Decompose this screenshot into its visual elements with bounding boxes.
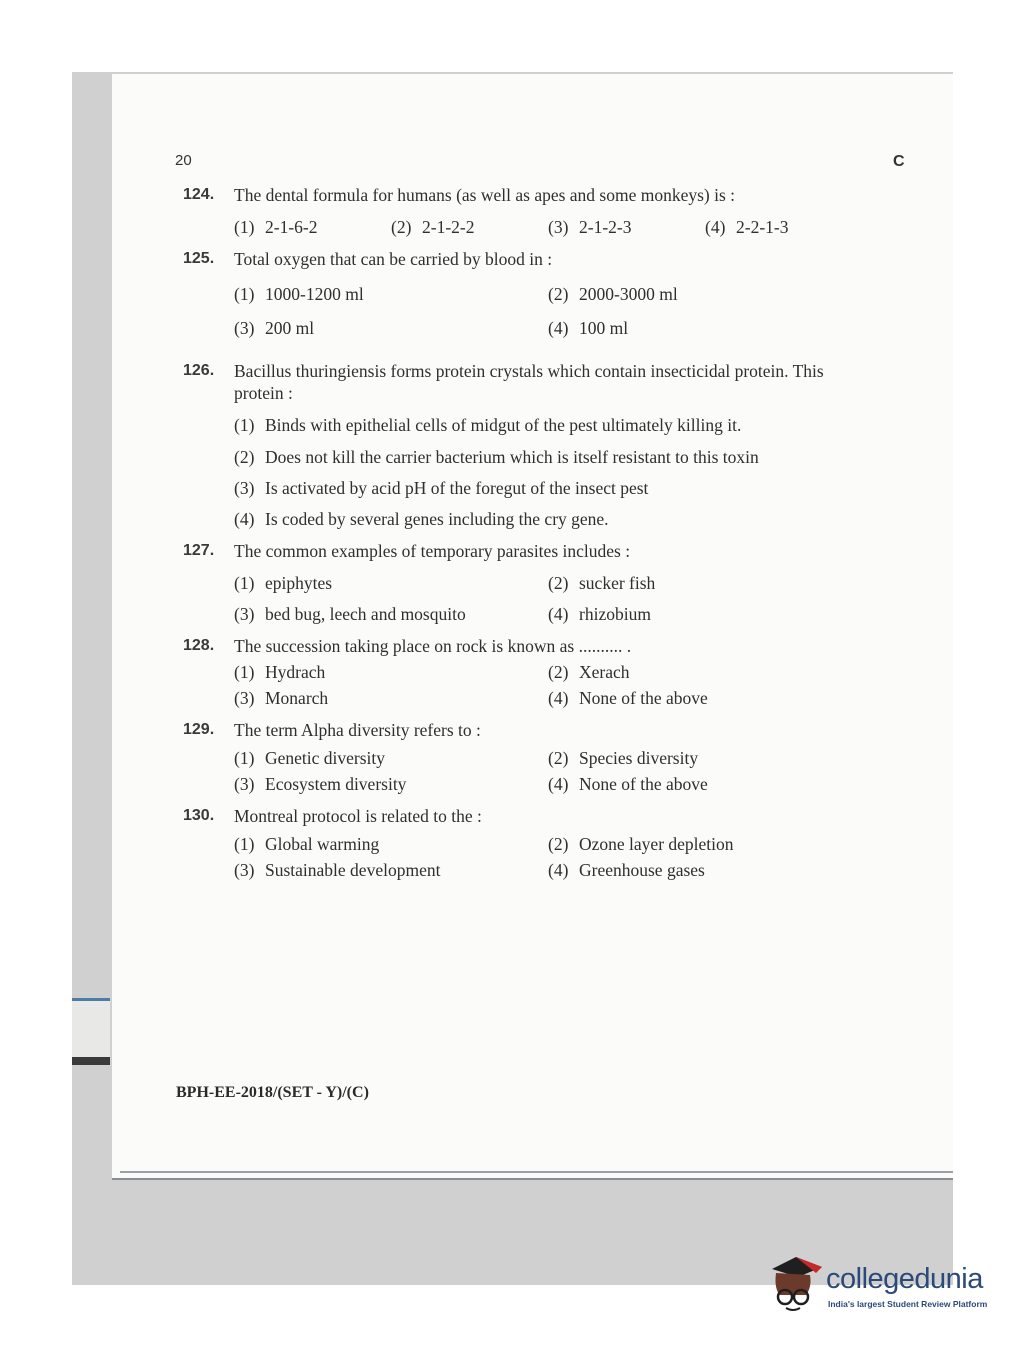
option-number: (4) [234, 509, 255, 529]
option-text: rhizobium [579, 604, 651, 624]
option-number: (1) [234, 573, 255, 593]
option-number: (1) [234, 284, 255, 304]
option-text: None of the above [579, 688, 708, 708]
option-text: Greenhouse gases [579, 860, 705, 880]
option-number: (1) [234, 748, 255, 768]
option-number: (3) [234, 774, 255, 794]
collegedunia-mascot-icon [766, 1251, 826, 1318]
collegedunia-tagline: India's largest Student Review Platform [828, 1299, 988, 1309]
question-number: 129. [183, 721, 215, 738]
option-number: (2) [548, 834, 569, 854]
option-text: Species diversity [579, 748, 699, 768]
option-number: (1) [234, 662, 255, 682]
question-number: 130. [183, 807, 215, 824]
option-text: Global warming [265, 834, 380, 854]
page-edge-line [120, 1171, 953, 1173]
question-text-continued: protein : [234, 383, 293, 403]
collegedunia-logo-text: collegedunia [826, 1263, 983, 1295]
question-text: Total oxygen that can be carried by blood in : [234, 249, 553, 269]
set-code: C [893, 153, 905, 170]
option-text: 100 ml [579, 318, 629, 338]
option-number: (3) [548, 217, 569, 237]
option-number: (1) [234, 217, 255, 237]
question-text: The dental formula for humans (as well as apes and some monkeys) is : [234, 185, 736, 205]
option-number: (3) [234, 688, 255, 708]
question-number: 125. [183, 250, 215, 267]
option-text: Binds with epithelial cells of midgut of the pest ultimately killing it. [265, 415, 742, 435]
question-text: The succession taking place on rock is known as .......... . [234, 636, 632, 656]
option-text: sucker fish [579, 573, 656, 593]
option-number: (3) [234, 604, 255, 624]
option-number: (4) [548, 688, 569, 708]
page-number: 20 [175, 152, 192, 169]
option-text: 2000-3000 ml [579, 284, 678, 304]
question-number: 128. [183, 637, 215, 654]
option-number: (1) [234, 834, 255, 854]
option-text: Ozone layer depletion [579, 834, 734, 854]
option-text: Is coded by several genes including the cry gene. [265, 509, 609, 529]
option-text: Sustainable development [265, 860, 441, 880]
option-number: (4) [705, 217, 726, 237]
question-number: 124. [183, 186, 215, 203]
question-number: 126. [183, 362, 215, 379]
option-text: Does not kill the carrier bacterium which is itself resistant to this toxin [265, 447, 759, 467]
option-number: (2) [234, 447, 255, 467]
option-text: Monarch [265, 688, 329, 708]
option-number: (2) [548, 573, 569, 593]
question-text: Bacillus thuringiensis forms protein crystals which contain insecticidal protein. This [234, 361, 824, 381]
option-text: 1000-1200 ml [265, 284, 364, 304]
option-number: (2) [548, 748, 569, 768]
option-number: (3) [234, 318, 255, 338]
question-number: 127. [183, 542, 215, 559]
option-number: (3) [234, 478, 255, 498]
option-number: (4) [548, 774, 569, 794]
option-text: 2-1-2-3 [579, 217, 632, 237]
option-text: 200 ml [265, 318, 315, 338]
option-number: (2) [548, 284, 569, 304]
scanner-edge-tab [72, 998, 110, 1065]
option-text: None of the above [579, 774, 708, 794]
question-text: The term Alpha diversity refers to : [234, 720, 481, 740]
option-number: (3) [234, 860, 255, 880]
option-text: bed bug, leech and mosquito [265, 604, 466, 624]
option-text: 2-1-6-2 [265, 217, 318, 237]
option-text: Ecosystem diversity [265, 774, 407, 794]
option-number: (4) [548, 860, 569, 880]
option-number: (1) [234, 415, 255, 435]
option-text: Is activated by acid pH of the foregut of the insect pest [265, 478, 649, 498]
option-text: Hydrach [265, 662, 326, 682]
question-text: The common examples of temporary parasites includes : [234, 541, 631, 561]
question-text: Montreal protocol is related to the : [234, 806, 482, 826]
option-text: Xerach [579, 662, 630, 682]
option-number: (4) [548, 604, 569, 624]
option-text: epiphytes [265, 573, 333, 593]
option-text: 2-1-2-2 [422, 217, 475, 237]
paper-code: BPH-EE-2018/(SET - Y)/(C) [176, 1084, 369, 1101]
option-number: (2) [391, 217, 412, 237]
option-text: Genetic diversity [265, 748, 386, 768]
exam-page [112, 74, 953, 1180]
option-number: (2) [548, 662, 569, 682]
option-text: 2-2-1-3 [736, 217, 789, 237]
option-number: (4) [548, 318, 569, 338]
